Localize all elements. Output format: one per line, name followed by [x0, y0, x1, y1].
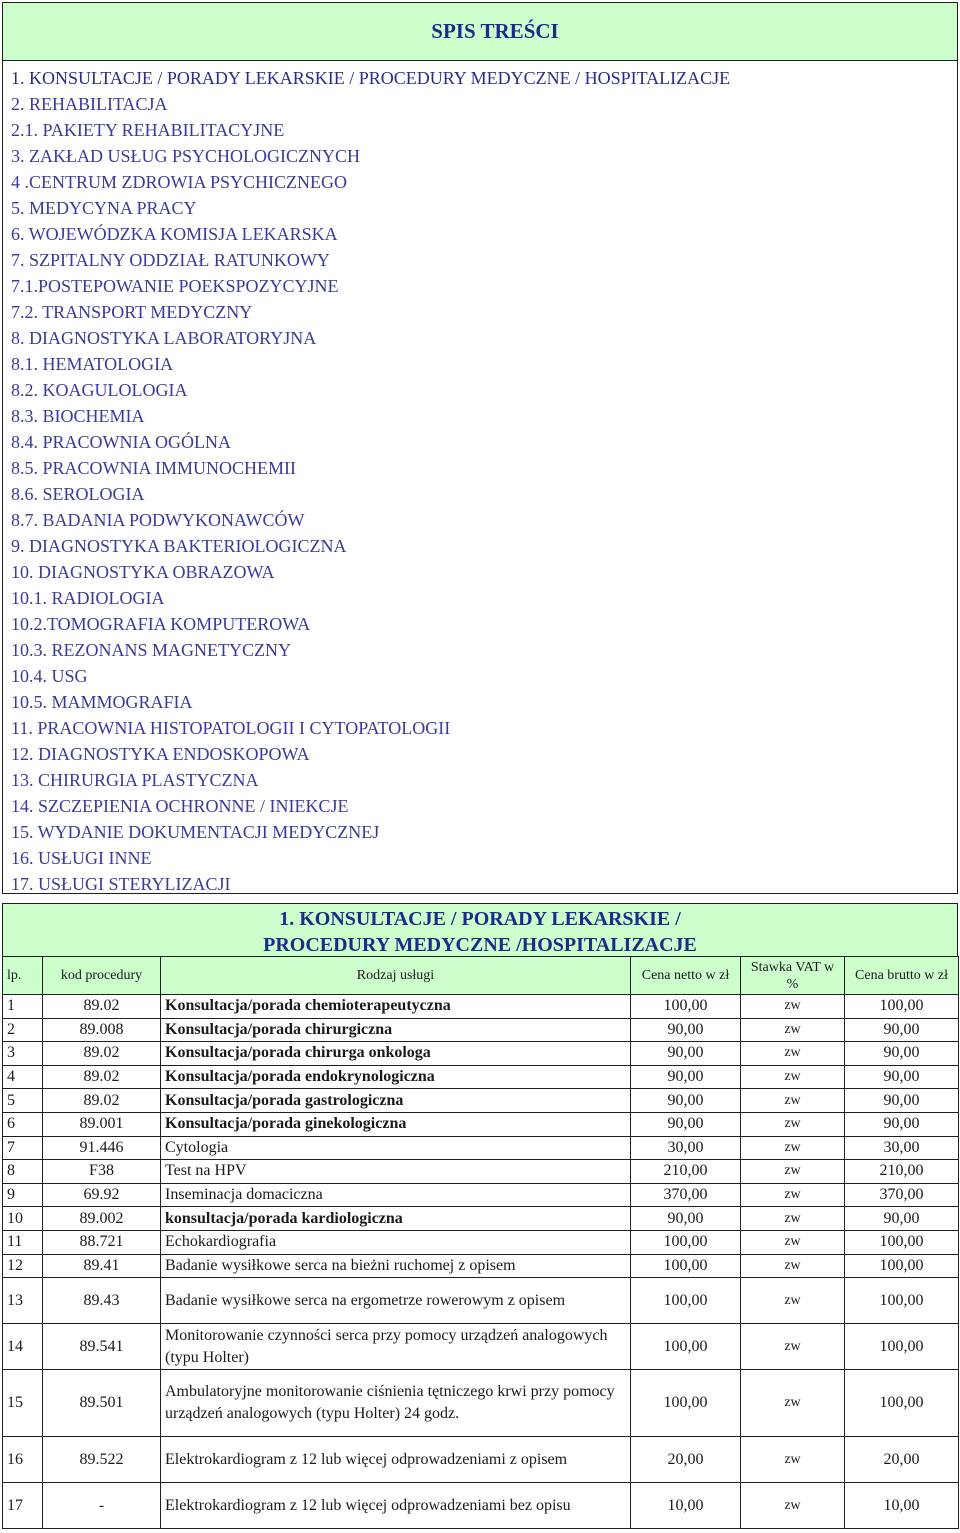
cell-net-price: 90,00: [631, 1018, 741, 1042]
table-row: [3, 1254, 959, 1278]
toc-item[interactable]: 8.6. SEROLOGIA: [11, 484, 145, 504]
cell-service: Konsultacja/porada endokrynologiczna: [161, 1065, 631, 1089]
cell-service: Konsultacja/porada chemioterapeutyczna: [161, 995, 631, 1019]
table-row: [3, 1160, 959, 1184]
toc-item[interactable]: 7. SZPITALNY ODDZIAŁ RATUNKOWY: [11, 250, 330, 270]
cell-code: 89.02: [43, 995, 161, 1019]
toc-item[interactable]: 8.5. PRACOWNIA IMMUNOCHEMII: [11, 458, 297, 478]
toc-item[interactable]: 2.1. PAKIETY REHABILITACYJNE: [11, 120, 285, 140]
table-row: [3, 1042, 959, 1066]
section-title-line2: PROCEDURY MEDYCZNE /HOSPITALIZACJE: [263, 934, 697, 956]
column-header-code: kod procedury: [43, 957, 161, 995]
cell-service: Inseminacja domaciczna: [161, 1183, 631, 1207]
cell-vat: zw: [741, 995, 845, 1019]
cell-code: 89.02: [43, 1065, 161, 1089]
column-header-gross-price: Cena brutto w zł: [845, 957, 959, 995]
toc-item[interactable]: 10. DIAGNOSTYKA OBRAZOWA: [11, 562, 275, 582]
cell-vat: zw: [741, 1089, 845, 1113]
toc-list: [3, 61, 957, 897]
cell-lp: 17: [3, 1483, 43, 1529]
cell-lp: 5: [3, 1089, 43, 1113]
cell-code: 89.002: [43, 1207, 161, 1231]
cell-net-price: 100,00: [631, 1324, 741, 1370]
column-header-vat: Stawka VAT w %: [741, 957, 845, 995]
cell-gross-price: 100,00: [845, 1230, 959, 1254]
cell-vat: zw: [741, 1207, 845, 1231]
table-row: [3, 1230, 959, 1254]
cell-gross-price: 100,00: [845, 1370, 959, 1437]
cell-gross-price: 20,00: [845, 1437, 959, 1483]
toc-item[interactable]: 10.2.TOMOGRAFIA KOMPUTEROWA: [11, 614, 311, 634]
cell-lp: 9: [3, 1183, 43, 1207]
cell-code: 89.41: [43, 1254, 161, 1278]
cell-service: Monitorowanie czynności serca przy pomocy urządzeń analogowych (typu Holter): [161, 1324, 631, 1370]
toc-item[interactable]: 1. KONSULTACJE / PORADY LEKARSKIE / PROCEDURY MEDYCZNE / HOSPITALIZACJE: [11, 68, 731, 88]
cell-gross-price: 100,00: [845, 1324, 959, 1370]
cell-service: Echokardiografia: [161, 1230, 631, 1254]
cell-gross-price: 100,00: [845, 1254, 959, 1278]
cell-gross-price: 90,00: [845, 1065, 959, 1089]
cell-gross-price: 370,00: [845, 1183, 959, 1207]
cell-vat: zw: [741, 1065, 845, 1089]
column-header-lp: lp.: [3, 957, 43, 995]
cell-net-price: 90,00: [631, 1207, 741, 1231]
cell-lp: 7: [3, 1136, 43, 1160]
cell-gross-price: 90,00: [845, 1018, 959, 1042]
column-header-net-price: Cena netto w zł: [631, 957, 741, 995]
cell-net-price: 20,00: [631, 1437, 741, 1483]
cell-net-price: 90,00: [631, 1089, 741, 1113]
cell-gross-price: 10,00: [845, 1483, 959, 1529]
cell-vat: zw: [741, 1160, 845, 1184]
cell-lp: 3: [3, 1042, 43, 1066]
toc-item[interactable]: 10.4. USG: [11, 666, 88, 686]
cell-code: 89.008: [43, 1018, 161, 1042]
cell-gross-price: 100,00: [845, 995, 959, 1019]
cell-vat: zw: [741, 1183, 845, 1207]
cell-vat: zw: [741, 1437, 845, 1483]
table-header-row: [3, 957, 959, 995]
toc-item[interactable]: 3. ZAKŁAD USŁUG PSYCHOLOGICZNYCH: [11, 146, 361, 166]
cell-vat: zw: [741, 1112, 845, 1136]
cell-gross-price: 90,00: [845, 1112, 959, 1136]
cell-lp: 13: [3, 1278, 43, 1324]
cell-lp: 2: [3, 1018, 43, 1042]
section-title-line1: 1. KONSULTACJE / PORADY LEKARSKIE /: [279, 908, 681, 930]
cell-code: -: [43, 1483, 161, 1529]
cell-vat: zw: [741, 1324, 845, 1370]
cell-code: 89.02: [43, 1089, 161, 1113]
toc-item[interactable]: 8. DIAGNOSTYKA LABORATORYJNA: [11, 328, 317, 348]
table-row: [3, 1278, 959, 1324]
toc-item[interactable]: 6. WOJEWÓDZKA KOMISJA LEKARSKA: [11, 224, 338, 244]
table-row: [3, 1437, 959, 1483]
cell-service: Cytologia: [161, 1136, 631, 1160]
cell-gross-price: 30,00: [845, 1136, 959, 1160]
toc-item[interactable]: 16. USŁUGI INNE: [11, 848, 152, 868]
cell-lp: 15: [3, 1370, 43, 1437]
cell-lp: 12: [3, 1254, 43, 1278]
cell-vat: zw: [741, 1254, 845, 1278]
cell-service: Elektrokardiogram z 12 lub więcej odprowadzeniami bez opisu: [161, 1483, 631, 1529]
cell-lp: 10: [3, 1207, 43, 1231]
cell-vat: zw: [741, 1278, 845, 1324]
cell-code: 69.92: [43, 1183, 161, 1207]
cell-net-price: 100,00: [631, 1370, 741, 1437]
cell-service: Badanie wysiłkowe serca na ergometrze rowerowym z opisem: [161, 1278, 631, 1324]
table-row: [3, 1324, 959, 1370]
toc-header: [3, 3, 957, 61]
cell-gross-price: 210,00: [845, 1160, 959, 1184]
cell-service: Elektrokardiogram z 12 lub więcej odprowadzeniami z opisem: [161, 1437, 631, 1483]
cell-net-price: 100,00: [631, 995, 741, 1019]
cell-code: 88.721: [43, 1230, 161, 1254]
table-row: [3, 1483, 959, 1529]
cell-service: Konsultacja/porada gastrologiczna: [161, 1089, 631, 1113]
cell-code: 89.001: [43, 1112, 161, 1136]
table-of-contents: [2, 2, 958, 894]
toc-item[interactable]: 10.1. RADIOLOGIA: [11, 588, 165, 608]
cell-service: Konsultacja/porada ginekologiczna: [161, 1112, 631, 1136]
toc-item[interactable]: 8.4. PRACOWNIA OGÓLNA: [11, 432, 231, 452]
cell-service: Konsultacja/porada chirurga onkologa: [161, 1042, 631, 1066]
toc-item[interactable]: 10.3. REZONANS MAGNETYCZNY: [11, 640, 291, 660]
cell-lp: 6: [3, 1112, 43, 1136]
toc-item[interactable]: 7.1.POSTEPOWANIE POEKSPOZYCYJNE: [11, 276, 339, 296]
toc-item[interactable]: 5. MEDYCYNA PRACY: [11, 198, 197, 218]
toc-item[interactable]: 11. PRACOWNIA HISTOPATOLOGII I CYTOPATOLOGII: [11, 718, 451, 738]
cell-service: Badanie wysiłkowe serca na bieżni ruchomej z opisem: [161, 1254, 631, 1278]
toc-item[interactable]: 7.2. TRANSPORT MEDYCZNY: [11, 302, 253, 322]
table-row: [3, 1183, 959, 1207]
cell-vat: zw: [741, 1230, 845, 1254]
cell-gross-price: 90,00: [845, 1089, 959, 1113]
toc-item[interactable]: 12. DIAGNOSTYKA ENDOSKOPOWA: [11, 744, 310, 764]
toc-item[interactable]: 17. USŁUGI STERYLIZACJI: [11, 874, 231, 894]
cell-lp: 8: [3, 1160, 43, 1184]
cell-code: 89.501: [43, 1370, 161, 1437]
cell-net-price: 210,00: [631, 1160, 741, 1184]
cell-gross-price: 90,00: [845, 1207, 959, 1231]
toc-item[interactable]: 9. DIAGNOSTYKA BAKTERIOLOGICZNA: [11, 536, 347, 556]
cell-net-price: 100,00: [631, 1254, 741, 1278]
cell-code: F38: [43, 1160, 161, 1184]
cell-lp: 14: [3, 1324, 43, 1370]
table-row: [3, 1112, 959, 1136]
section-header: [2, 903, 958, 957]
table-row: [3, 1136, 959, 1160]
cell-lp: 4: [3, 1065, 43, 1089]
cell-code: 89.43: [43, 1278, 161, 1324]
cell-gross-price: 100,00: [845, 1278, 959, 1324]
cell-vat: zw: [741, 1018, 845, 1042]
cell-code: 91.446: [43, 1136, 161, 1160]
cell-net-price: 100,00: [631, 1278, 741, 1324]
table-row: [3, 995, 959, 1019]
toc-item[interactable]: 8.2. KOAGULOLOGIA: [11, 380, 188, 400]
table-row: [3, 1018, 959, 1042]
cell-net-price: 370,00: [631, 1183, 741, 1207]
table-row: [3, 1207, 959, 1231]
cell-service: Ambulatoryjne monitorowanie ciśnienia tętniczego krwi przy pomocy urządzeń analogowych (typu Holter) 24 godz.: [161, 1370, 631, 1437]
table-row: [3, 1089, 959, 1113]
toc-title: SPIS TREŚCI: [431, 19, 559, 43]
toc-item[interactable]: 15. WYDANIE DOKUMENTACJI MEDYCZNEJ: [11, 822, 380, 842]
cell-net-price: 90,00: [631, 1112, 741, 1136]
cell-service: konsultacja/porada kardiologiczna: [161, 1207, 631, 1231]
cell-net-price: 100,00: [631, 1230, 741, 1254]
table-row: [3, 1065, 959, 1089]
cell-net-price: 10,00: [631, 1483, 741, 1529]
toc-item[interactable]: 8.3. BIOCHEMIA: [11, 406, 145, 426]
cell-vat: zw: [741, 1136, 845, 1160]
toc-item[interactable]: 13. CHIRURGIA PLASTYCZNA: [11, 770, 259, 790]
column-header-service: Rodzaj usługi: [161, 957, 631, 995]
cell-code: 89.522: [43, 1437, 161, 1483]
toc-item[interactable]: 14. SZCZEPIENIA OCHRONNE / INIEKCJE: [11, 796, 349, 816]
cell-net-price: 90,00: [631, 1042, 741, 1066]
cell-code: 89.541: [43, 1324, 161, 1370]
cell-gross-price: 90,00: [845, 1042, 959, 1066]
toc-item[interactable]: 2. REHABILITACJA: [11, 94, 168, 114]
toc-item[interactable]: 4 .CENTRUM ZDROWIA PSYCHICZNEGO: [11, 172, 348, 192]
cell-vat: zw: [741, 1042, 845, 1066]
cell-vat: zw: [741, 1370, 845, 1437]
cell-code: 89.02: [43, 1042, 161, 1066]
toc-item[interactable]: 8.7. BADANIA PODWYKONAWCÓW: [11, 510, 305, 530]
cell-net-price: 90,00: [631, 1065, 741, 1089]
toc-item[interactable]: 10.5. MAMMOGRAFIA: [11, 692, 193, 712]
toc-item[interactable]: 8.1. HEMATOLOGIA: [11, 354, 174, 374]
cell-service: Konsultacja/porada chirurgiczna: [161, 1018, 631, 1042]
cell-vat: zw: [741, 1483, 845, 1529]
price-table: [2, 956, 959, 1529]
cell-lp: 16: [3, 1437, 43, 1483]
cell-lp: 11: [3, 1230, 43, 1254]
cell-net-price: 30,00: [631, 1136, 741, 1160]
table-row: [3, 1370, 959, 1437]
cell-lp: 1: [3, 995, 43, 1019]
cell-service: Test na HPV: [161, 1160, 631, 1184]
